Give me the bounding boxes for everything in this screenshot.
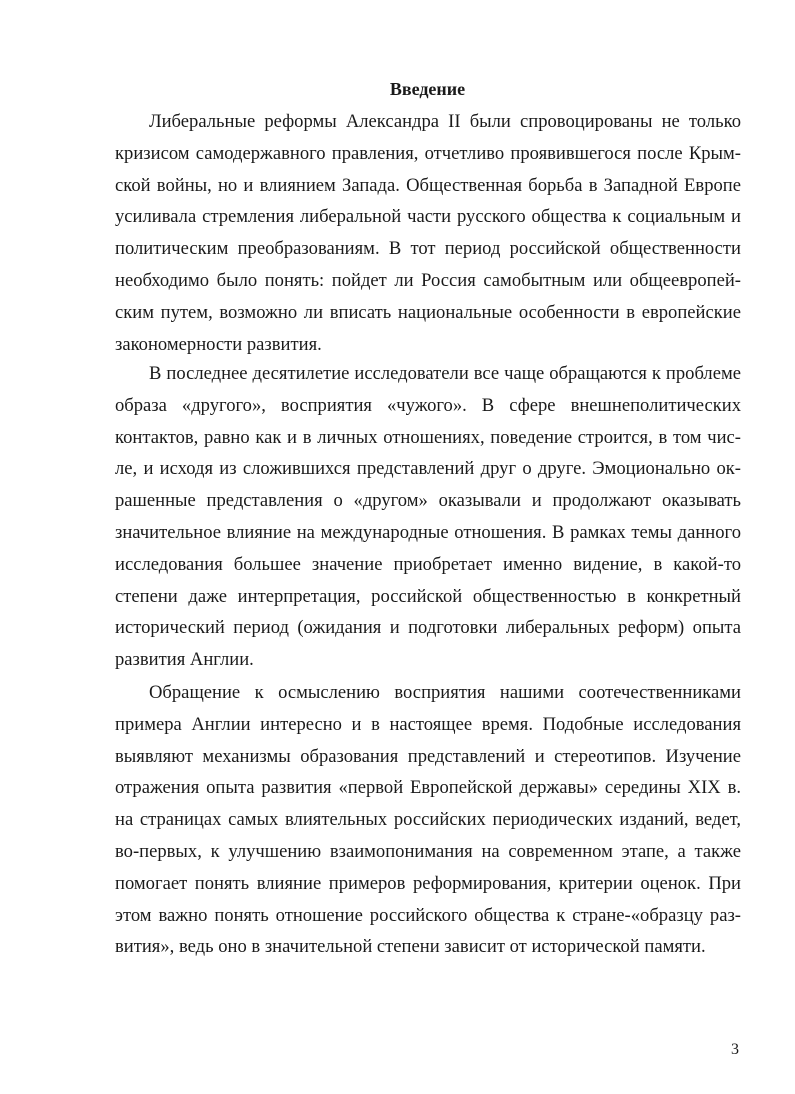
body-paragraph: Обращение к осмыслению восприятия нашими соотечественниками примера Англии интересно и в настоящее время. Подобные исследования выявляют механизмы образования представлений и стереотипов. Изучение отражения опыта развития «первой Европейской державы» середины XIX в. на страницах самых влиятельных российских периодических изданий, ведет, во-первых, к улучшению взаимопонимания на современном этапе, а также помогает понять влияние примеров реформирования, критерии оценок. При этом важно понять отношение российского общества к стране-«образцу развития», ведь оно в значительной степени зависит от исторической памяти. [115, 682, 741, 958]
body-paragraph-1-block [115, 106, 741, 360]
section-heading: Введение [389, 79, 466, 99]
body-paragraph: В последнее десятилетие исследователи все чаще обращаются к проблеме образа «другого», восприятия «чужого». В сфере внешнеполитических контактов, равно как и в личных отношениях, поведение строится, в том числе, и исходя из сложившихся представлений друг о друге. Эмоционально окрашенные представления о «другом» оказывали и продолжают оказывать значительное влияние на международные отношения. В рамках темы данного исследования большее значение приобретает именно видение, в какой-то степени даже интерпретация, российской общественностью в конкретный исторический период (ожидания и подготовки либеральных реформ) опыта развития Англии. [115, 363, 741, 671]
body-paragraph: Либеральные реформы Александра II были спровоцированы не только кризисом самодержавного правления, отчетливо проявившегося после Крымской войны, но и влиянием Запада. Общественная борьба в Западной Европе усиливала стремления либеральной части русского общества к социальным и политическим преобразованиям. В тот период российской общественности необходимо было понять: пойдет ли Россия самобытным или общеевропейским путем, возможно ли вписать национальные особенности в европейские закономерности развития. [115, 111, 741, 355]
body-paragraph-2-block [115, 358, 741, 676]
body-paragraph-3-block [115, 677, 741, 963]
page-number: 3 [731, 1041, 739, 1058]
